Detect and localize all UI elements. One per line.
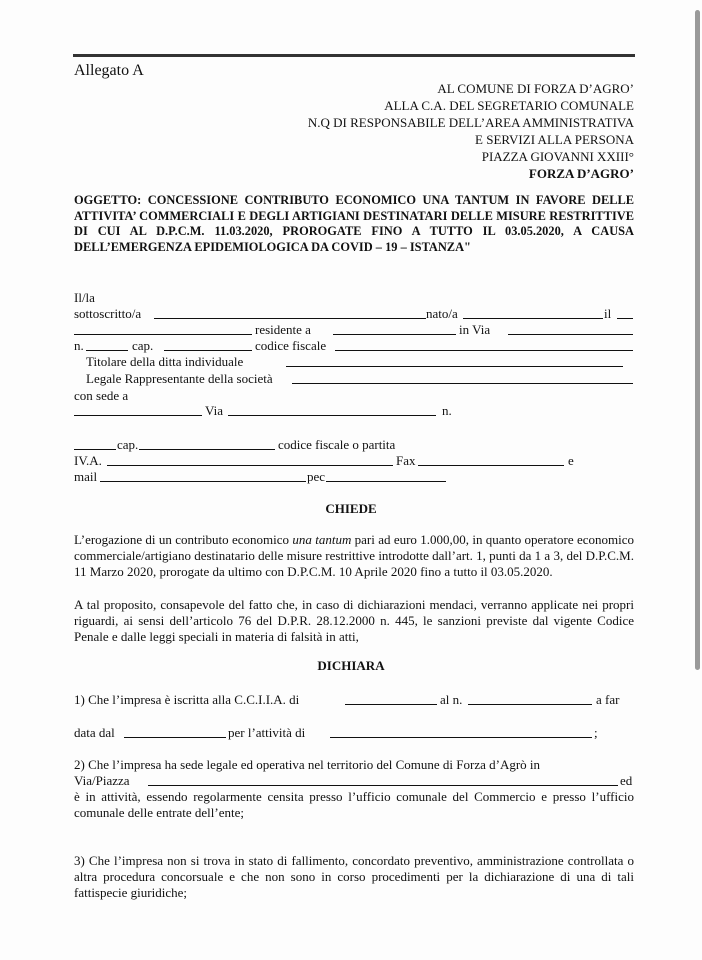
address-line: N.Q DI RESPONSABILE DELL’AREA AMMINISTRATIVA [307,115,634,130]
piva-field[interactable] [107,453,393,466]
item2-continued: è in attività, essendo regolarmente censita presso l’ufficio comunale del Commercio e presso l’ufficio comunale delle entrate dell’ente; [74,789,634,820]
tax-code-field[interactable] [335,338,633,351]
semicolon: ; [594,725,598,740]
item3-paragraph: 3) Che l’impresa non si trova in stato di fallimento, concordato preventivo, amministrazione controllata o altra procedura concorsuale e che non sono in corso procedimenti per la dichiarazione di una di tali fattispecie giuridiche; [74,853,634,900]
activity-field[interactable] [330,725,592,738]
mail-label: mail [74,469,98,484]
cf-partita-label: codice fiscale o partita [278,437,396,452]
street-field[interactable] [508,322,633,335]
legale-label: Legale Rappresentante della società [86,371,273,386]
address-line: ALLA C.A. DEL SEGRETARIO COMUNALE [384,98,634,113]
fax-label: Fax [396,453,416,468]
allegato-label: Allegato A [74,62,144,79]
via-piazza-label: Via/Piazza [74,773,130,788]
e-label: e [568,453,574,468]
cciaa-city-field[interactable] [345,692,437,705]
societa-field[interactable] [292,371,633,384]
titolare-label: Titolare della ditta individuale [86,354,244,369]
cap2-field[interactable] [139,437,275,450]
data-dal-label: data dal [74,725,115,740]
address-line: E SERVIZI ALLA PERSONA [475,132,634,147]
residence-prefix-field[interactable] [74,322,252,335]
illa-label: Il/la [74,290,95,305]
ed-label: ed [620,773,633,788]
sede-city-field[interactable] [74,403,202,416]
birthplace-field[interactable] [463,306,603,319]
birthdate-field[interactable] [617,306,633,319]
residence-city-field[interactable] [333,322,456,335]
house-number-field[interactable] [86,338,128,351]
cap-field[interactable] [164,338,252,351]
a-far-label: a far [596,692,620,707]
al-n-label: al n. [440,692,463,707]
pec-label: pec [307,469,326,484]
cciaa-number-field[interactable] [468,692,592,705]
dichiara-heading: DICHIARA [317,658,385,673]
top-rule [73,54,635,57]
chiede-text: L’erogazione di un contributo economico [74,532,293,547]
address-line: AL COMUNE DI FORZA D’AGRO’ [437,81,634,96]
n2-label: n. [442,403,452,418]
address-line: PIAZZA GIOVANNI XXIII° [481,149,634,164]
email-field[interactable] [100,469,306,482]
una-tantum-text: una tantum [292,532,352,547]
pec-field[interactable] [326,469,446,482]
residente-label: residente a [255,322,311,337]
chiede-text-continued: pari ad euro 1.000,00, in quanto operatore economico commerciale/artigiano destinatario delle misure restrittive introdotte dall’art. 1, punti da 1 a 3, del D.P.C.M. 11 Marzo 2020, prorogate da ultimo con D.P.C.M. 10 Aprile 2020 fino a tutto il 03.05.2020. [74,532,634,579]
start-date-field[interactable] [124,725,226,738]
ditta-field[interactable] [286,354,623,367]
via-label: Via [205,403,223,418]
subject-paragraph: OGGETTO: CONCESSIONE CONTRIBUTO ECONOMICO UNA TANTUM IN FAVORE DELLE ATTIVITA’ COMMERCIALI E DEGLI ARTIGIANI DESTINATARI DELLE MISURE RESTRITTIVE DI CUI AL D.P.C.M. 11.03.2020, PROROGATE FINO A TUTTO IL 03.05.2020, A CAUSA DELL’EMERGENZA EPIDEMIOLOGICA DA COVID – 19 – ISTANZA" [74,193,634,254]
fax-field[interactable] [418,453,564,466]
item1-label: 1) Che l’impresa è iscritta alla C.C.I.I.A. di [74,692,300,707]
codice-fiscale-label: codice fiscale [255,338,327,353]
in-via-label: in Via [459,322,491,337]
chiede-heading: CHIEDE [325,501,377,516]
proposito-paragraph: A tal proposito, consapevole del fatto che, in caso di dichiarazioni mendaci, verranno applicate nei propri riguardi, ai sensi dell’articolo 76 del D.P.R. 28.12.2000 n. 445, le sanzioni previste dal vigente Codice Penale e dalle leggi speciali in materia di falsità in atti, [74,597,634,644]
sede-street-field[interactable] [228,403,436,416]
recipient-address [308,80,634,182]
con-sede-label: con sede a [74,388,129,403]
name-field[interactable] [154,306,426,319]
address-line-city: FORZA D’AGRO’ [528,166,634,181]
item2-line1: 2) Che l’impresa ha sede legale ed operativa nel territorio del Comune di Forza d’Agrò in [74,757,541,772]
iva-label: IV.A. [74,453,102,468]
cap-label: cap. [132,338,154,353]
sede-prefix-field[interactable] [74,437,116,450]
via-piazza-field[interactable] [148,773,618,786]
n-label: n. [74,338,84,353]
cap2-label: cap. [117,437,139,452]
attivita-label: per l’attività di [228,725,306,740]
sottoscritto-label: sottoscritto/a [74,306,142,321]
scrollbar[interactable] [695,10,700,670]
chiede-paragraph [74,532,634,580]
il-label: il [604,306,612,321]
nato-label: nato/a [426,306,458,321]
